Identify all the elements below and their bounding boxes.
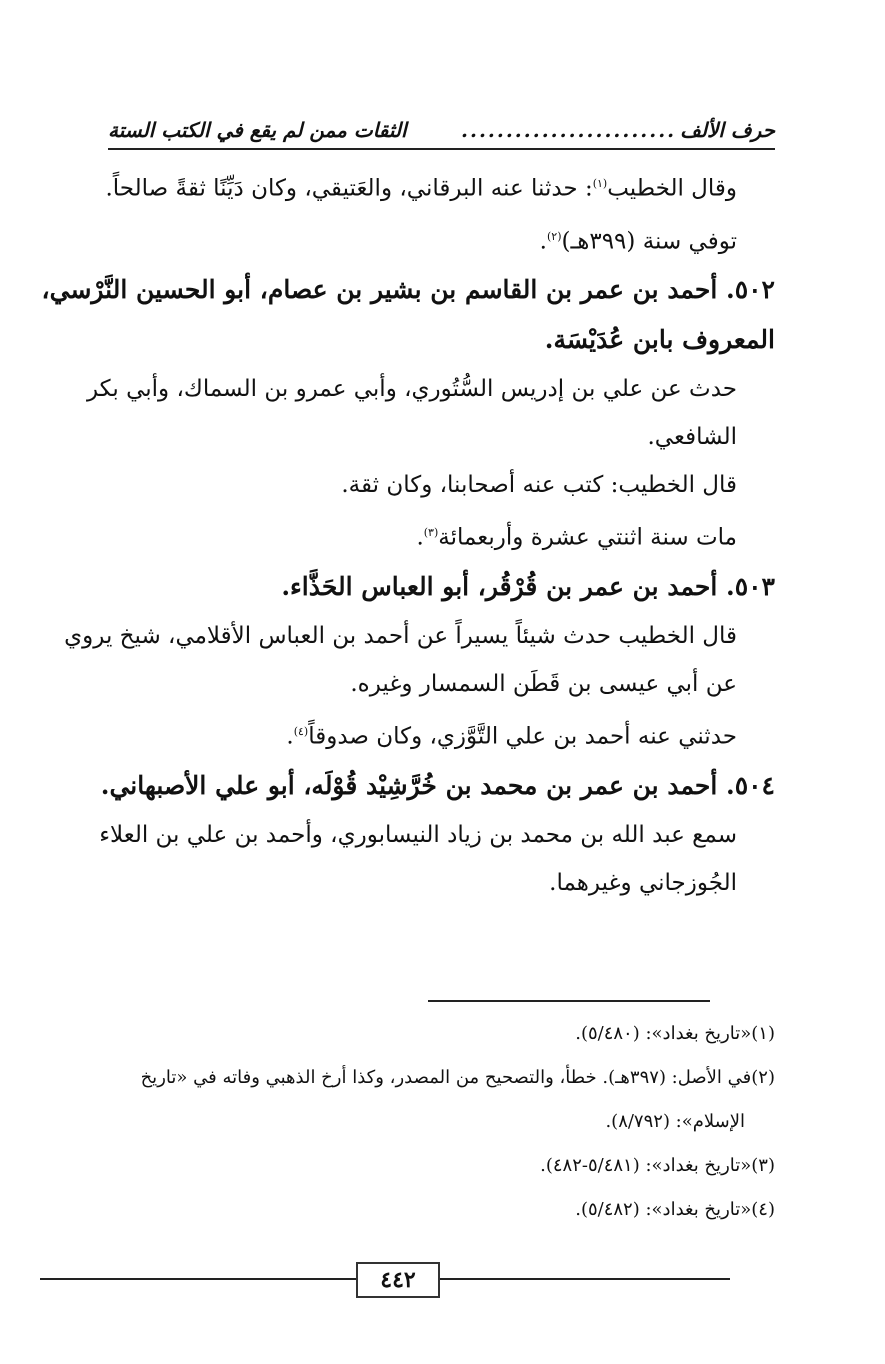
paragraph-text: توفي سنة (٣٩٩هـ) (561, 228, 737, 255)
paragraph-text: حدث عن علي بن إدريس السُّتُوري، وأبي عمرو بن السماك، وأبي بكر الشافعي. (86, 376, 737, 451)
footer-rule-left (40, 1278, 356, 1280)
footnote-number: (٣) (751, 1155, 775, 1176)
header-dots: ........................ (461, 118, 677, 142)
body-paragraph (40, 461, 775, 509)
footnote-text: «تاريخ بغداد»: (٥/٤٨٢). (575, 1199, 752, 1220)
paragraph-text: حدثني عنه أحمد بن علي التَّوَّزي، وكان صدوقاً (308, 723, 737, 750)
entry-heading: ٥٠٣. أحمد بن عمر بن قُرْقُر، أبو العباس الحَذَّاء. (281, 571, 775, 601)
entry-heading: ٥٠٤. أحمد بن عمر بن محمد بن خُرَّشِيْد قُوْلَه، أبو علي الأصبهاني. (100, 770, 775, 800)
header-chapter: حرف الألف (680, 118, 775, 142)
body-paragraph (40, 612, 775, 708)
main-text (40, 160, 775, 907)
header-book-title: الثقات ممن لم يقع في الكتب الستة (108, 118, 407, 142)
paragraph-text: قال الخطيب حدث شيئاً يسيراً عن أحمد بن العباس الأقلامي، شيخ يروي عن أبي عيسى بن قَطَن السمسار وغيره. (64, 622, 737, 697)
footnote-text: «تاريخ بغداد»: (٥/٤٨١-٤٨٢). (540, 1155, 752, 1176)
footnote-number: (١) (751, 1023, 775, 1044)
footnote-number: (٤) (751, 1199, 775, 1220)
footnote-continuation: الإسلام»: (٨/٧٩٢). (605, 1111, 745, 1132)
entry-heading: ٥٠٢. أحمد بن عمر بن القاسم بن بشير بن عصام، أبو الحسين النَّرْسي، المعروف بابن عُدَيْسَة. (41, 275, 775, 355)
footnotes (40, 1012, 775, 1232)
body-paragraph (40, 160, 775, 213)
page-number: ٤٤٢ (356, 1262, 440, 1298)
footnote-text: في الأصل: (٣٩٧هـ). خطأ، والتصحيح من المصدر، وكذا أرخ الذهبي وفاته في «تاريخ (140, 1067, 752, 1088)
footnote-ref: (١) (592, 177, 608, 190)
footer-rule-right (440, 1278, 730, 1280)
footnote (40, 1188, 775, 1232)
footnote (40, 1056, 775, 1100)
running-header (108, 112, 775, 150)
body-paragraph (40, 213, 775, 266)
footnote-separator (428, 1000, 710, 1002)
footnote-ref: (٤) (293, 724, 309, 738)
footnote (40, 1012, 775, 1056)
body-paragraph (40, 365, 775, 461)
body-paragraph (40, 509, 775, 562)
paragraph-text: مات سنة اثنتي عشرة وأربعمائة (438, 524, 737, 551)
footnote (40, 1144, 775, 1188)
body-paragraph (40, 811, 775, 907)
footnote-number: (٢) (751, 1067, 775, 1088)
footnote-ref: (٣) (423, 526, 439, 540)
paragraph-rest: . (416, 524, 424, 551)
paragraph-rest: . (286, 723, 294, 750)
body-paragraph (40, 708, 775, 761)
paragraph-text: قال الخطيب: كتب عنه أصحابنا، وكان ثقة. (341, 472, 737, 499)
paragraph-rest: . (539, 228, 547, 255)
footnote-text: «تاريخ بغداد»: (٥/٤٨٠). (575, 1023, 752, 1044)
paragraph-rest: : حدثنا عنه البرقاني، والعَتيقي، وكان دَيِّنًا ثقةً صالحاً. (105, 175, 593, 202)
paragraph-text: سمع عبد الله بن محمد بن زياد النيسابوري، وأحمد بن علي بن العلاء الجُوزجاني وغيرهما. (99, 821, 737, 896)
footnote-ref: (٢) (546, 229, 562, 243)
paragraph-text: وقال الخطيب (607, 175, 737, 202)
